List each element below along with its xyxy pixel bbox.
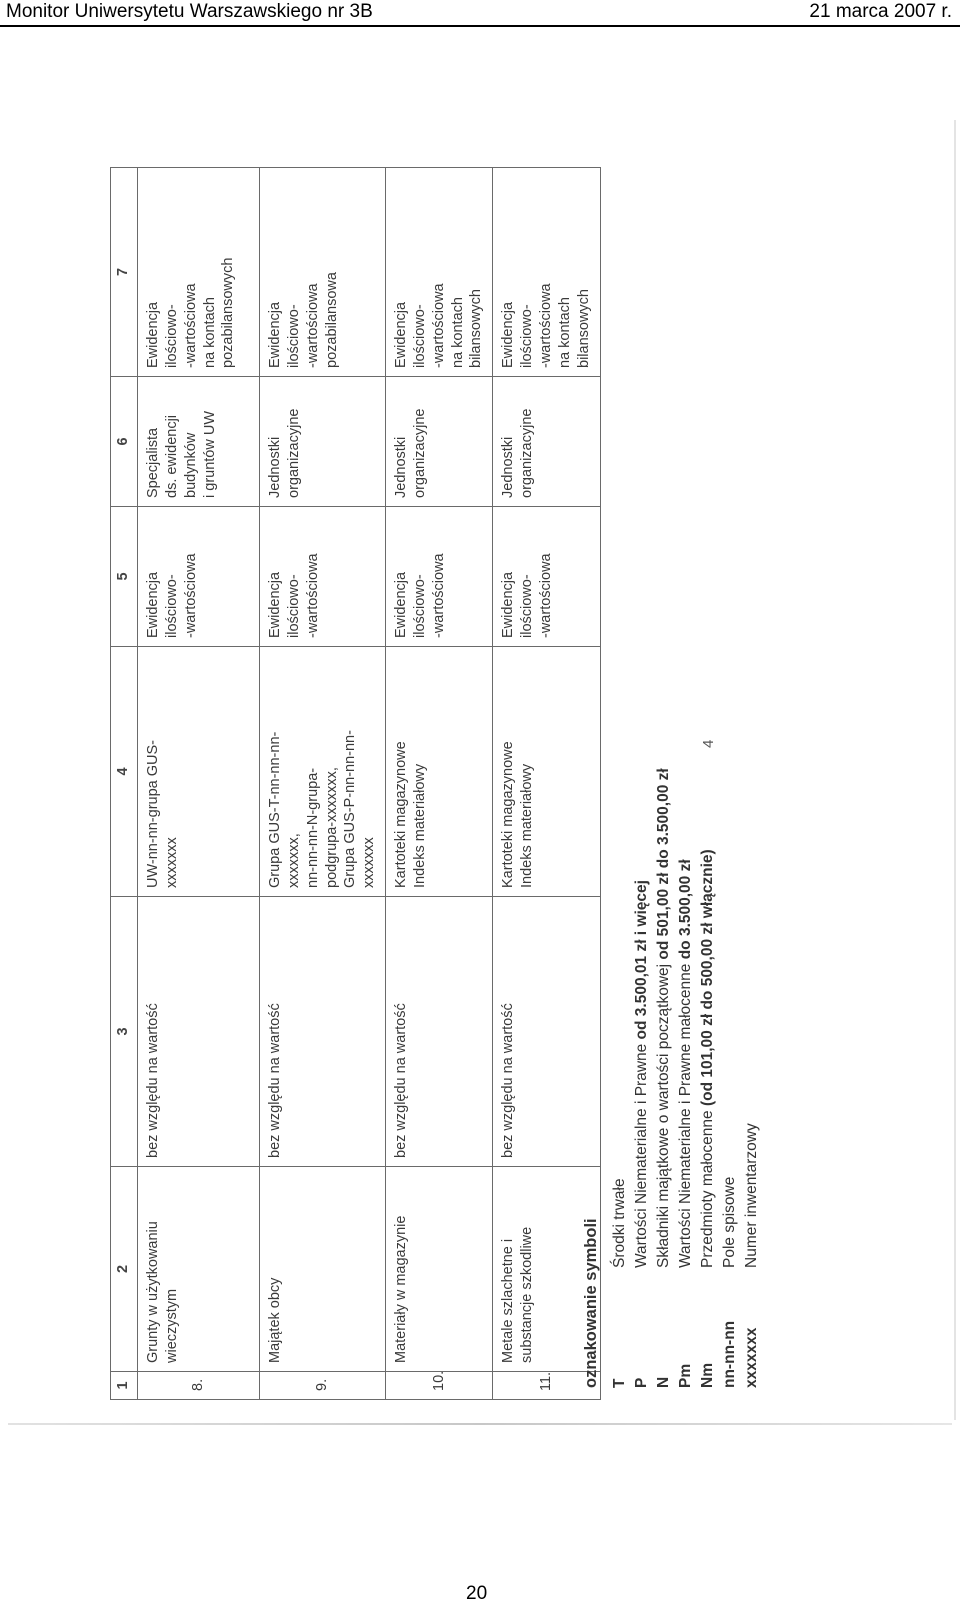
legend-item	[631, 168, 653, 1400]
legend-symbol: N	[655, 1376, 672, 1388]
asset-index: Kartoteki magazynowe Indeks materiałowy	[493, 647, 600, 897]
asset-index: Kartoteki magazynowe Indeks materiałowy	[386, 647, 493, 897]
scan-bottom-edge	[8, 1423, 952, 1425]
asset-index: Grupa GUS-T-nn-nn-nn- xxxxxxx, nn-nn-nn-N-grupa- podgrupa-xxxxxxx, Grupa GUS-P-nn-nn-nn- xxxxxxx	[260, 647, 386, 897]
column-header: 5	[111, 507, 138, 647]
table-row	[138, 168, 260, 1400]
evidence-type: Ewidencja ilościowo- -wartościowa	[493, 507, 600, 647]
evidence-type: Ewidencja ilościowo- -wartościowa	[138, 507, 260, 647]
accounting-type: Ewidencja ilościowo- -wartościowa na kontach bilansowych	[493, 168, 600, 377]
legend-item	[697, 168, 719, 1400]
inventory-table	[110, 167, 601, 1400]
legend-item	[653, 168, 675, 1400]
asset-scope: bez względu na wartość	[386, 897, 493, 1167]
page-header	[0, 0, 960, 24]
legend-description: Środki trwałe	[611, 1178, 628, 1268]
legend-symbol: nn-nn-nn	[721, 1320, 738, 1388]
symbol-legend	[582, 168, 763, 1400]
legend-description: Wartości Niematerialne i Prawne od 3.500,01 zł i więcej	[633, 880, 650, 1268]
asset-name: Materiały w magazynie	[386, 1167, 493, 1372]
asset-index: UW-nn-nn-grupa GUS- xxxxxxx	[138, 647, 260, 897]
evidence-type: Ewidencja ilościowo- -wartościowa	[386, 507, 493, 647]
asset-scope: bez względu na wartość	[260, 897, 386, 1167]
responsible-unit: Specjalista ds. ewidencji budynków i gruntów UW	[138, 377, 260, 507]
accounting-type: Ewidencja ilościowo- -wartościowa na kontach bilansowych	[386, 168, 493, 377]
legend-item	[609, 168, 631, 1400]
legend-symbol: P	[633, 1377, 650, 1388]
asset-scope: bez względu na wartość	[493, 897, 600, 1167]
table-row	[260, 168, 386, 1400]
legend-description: Wartości Niematerialne i Prawne małocenne do 3.500,00 zł	[677, 859, 694, 1268]
page-number: 20	[466, 1583, 488, 1604]
rotated-table-content	[110, 168, 780, 1400]
legend-symbol: T	[611, 1378, 628, 1388]
issue-date: 21 marca 2007 r.	[809, 1, 952, 22]
table-row	[386, 168, 493, 1400]
scan-edge	[954, 120, 956, 1420]
column-header: 1	[111, 1372, 138, 1400]
legend-description: Przedmioty małocenne (od 101,00 zł do 500,00 zł włącznie)	[699, 849, 716, 1268]
table-header-row	[111, 168, 138, 1400]
column-header: 2	[111, 1167, 138, 1372]
legend-symbol: Pm	[677, 1363, 694, 1388]
legend-item	[741, 168, 763, 1400]
legend-symbol: Nm	[699, 1363, 716, 1388]
asset-name: Grunty w użytkowaniu wieczystym	[138, 1167, 260, 1372]
legend-title: oznakowanie symboli	[582, 1218, 600, 1388]
legend-description: Pole spisowe	[721, 1176, 738, 1268]
legend-description: Składniki majątkowe o wartości początkowej od 501,00 zł do 3.500,00 zł	[655, 768, 672, 1268]
legend-item	[675, 168, 697, 1400]
header-rule	[0, 25, 960, 27]
journal-title: Monitor Uniwersytetu Warszawskiego nr 3B	[6, 1, 373, 22]
scan-page-mark: 4	[700, 739, 717, 748]
row-number: 10.	[386, 1372, 493, 1400]
row-number: 8.	[138, 1372, 260, 1400]
responsible-unit: Jednostki organizacyjne	[493, 377, 600, 507]
responsible-unit: Jednostki organizacyjne	[260, 377, 386, 507]
accounting-type: Ewidencja ilościowo- -wartościowa na kontach pozabilansowych	[138, 168, 260, 377]
asset-name: Metale szlachetne i substancje szkodliwe	[493, 1167, 600, 1372]
row-number: 9.	[260, 1372, 386, 1400]
column-header: 3	[111, 897, 138, 1167]
legend-description: Numer inwentarzowy	[743, 1123, 760, 1268]
row-number: 11.	[493, 1372, 600, 1400]
column-header: 6	[111, 377, 138, 507]
accounting-type: Ewidencja ilościowo- -wartościowa pozabilansowa	[260, 168, 386, 377]
legend-symbol: xxxxxxx	[743, 1327, 760, 1388]
asset-name: Majątek obcy	[260, 1167, 386, 1372]
responsible-unit: Jednostki organizacyjne	[386, 377, 493, 507]
column-header: 4	[111, 647, 138, 897]
legend-item	[719, 168, 741, 1400]
asset-scope: bez względu na wartość	[138, 897, 260, 1167]
evidence-type: Ewidencja ilościowo- -wartościowa	[260, 507, 386, 647]
column-header: 7	[111, 168, 138, 377]
